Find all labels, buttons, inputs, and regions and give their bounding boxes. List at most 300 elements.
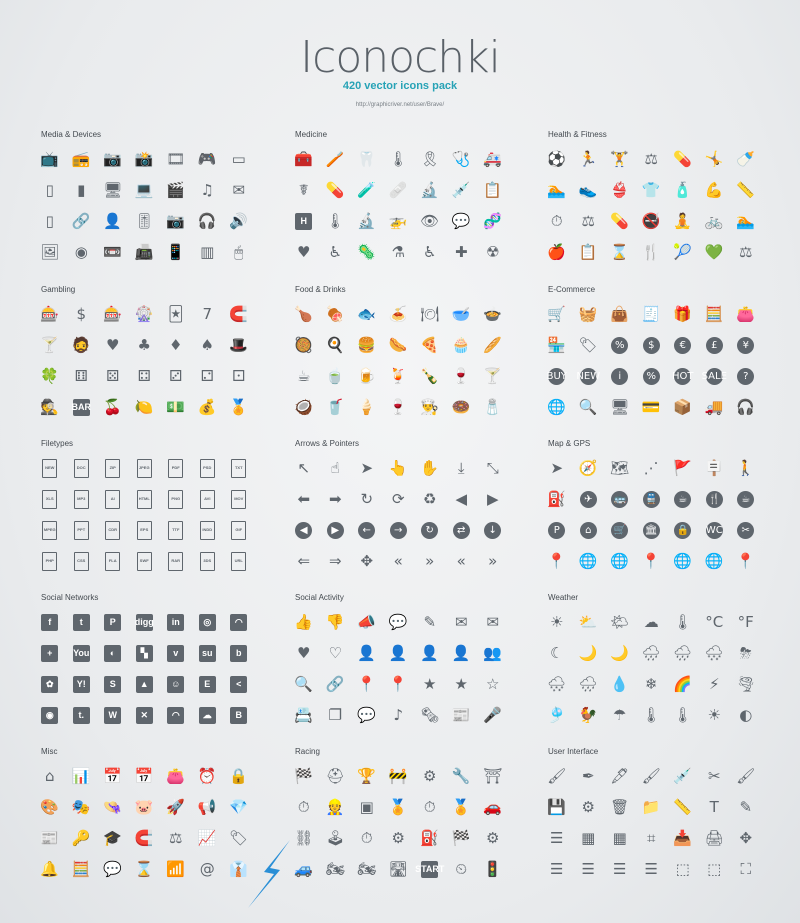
icon-cell[interactable] xyxy=(604,237,636,268)
icon-cell[interactable] xyxy=(604,361,636,392)
icon-cell[interactable] xyxy=(129,607,161,638)
icon-cell[interactable] xyxy=(446,638,478,669)
icon-cell[interactable] xyxy=(34,299,66,330)
icon-cell[interactable] xyxy=(160,175,192,206)
icon-cell[interactable] xyxy=(223,206,255,237)
icon-cell[interactable] xyxy=(573,237,605,268)
icon-cell[interactable] xyxy=(66,237,98,268)
icon-cell[interactable] xyxy=(97,392,129,423)
icon-cell[interactable] xyxy=(667,823,699,854)
icon-cell[interactable] xyxy=(192,607,224,638)
icon-cell[interactable] xyxy=(223,669,255,700)
icon-cell[interactable] xyxy=(541,392,573,423)
icon-cell[interactable] xyxy=(573,515,605,546)
icon-cell[interactable] xyxy=(34,361,66,392)
icon-cell[interactable] xyxy=(699,546,731,577)
icon-cell[interactable] xyxy=(383,607,415,638)
icon-cell[interactable] xyxy=(192,453,224,484)
icon-cell[interactable] xyxy=(351,792,383,823)
icon-cell[interactable] xyxy=(160,761,192,792)
icon-cell[interactable] xyxy=(192,484,224,515)
icon-cell[interactable] xyxy=(160,144,192,175)
icon-cell[interactable] xyxy=(351,761,383,792)
icon-cell[interactable] xyxy=(383,638,415,669)
icon-cell[interactable] xyxy=(383,854,415,885)
icon-cell[interactable] xyxy=(414,854,446,885)
icon-cell[interactable] xyxy=(97,669,129,700)
icon-cell[interactable] xyxy=(573,175,605,206)
icon-cell[interactable] xyxy=(192,144,224,175)
icon-cell[interactable] xyxy=(320,792,352,823)
icon-cell[interactable] xyxy=(66,854,98,885)
icon-cell[interactable] xyxy=(446,237,478,268)
icon-cell[interactable] xyxy=(667,392,699,423)
icon-cell[interactable] xyxy=(160,484,192,515)
icon-cell[interactable] xyxy=(129,515,161,546)
icon-cell[interactable] xyxy=(541,546,573,577)
icon-cell[interactable] xyxy=(288,175,320,206)
icon-cell[interactable] xyxy=(351,206,383,237)
icon-cell[interactable] xyxy=(699,669,731,700)
icon-cell[interactable] xyxy=(383,206,415,237)
icon-cell[interactable] xyxy=(667,237,699,268)
icon-cell[interactable] xyxy=(320,700,352,731)
icon-cell[interactable] xyxy=(288,669,320,700)
icon-cell[interactable] xyxy=(636,484,668,515)
icon-cell[interactable] xyxy=(541,515,573,546)
icon-cell[interactable] xyxy=(383,484,415,515)
icon-cell[interactable] xyxy=(730,607,762,638)
icon-cell[interactable] xyxy=(34,700,66,731)
icon-cell[interactable] xyxy=(604,823,636,854)
icon-cell[interactable] xyxy=(636,854,668,885)
icon-cell[interactable] xyxy=(34,453,66,484)
icon-cell[interactable] xyxy=(383,237,415,268)
icon-cell[interactable] xyxy=(320,638,352,669)
icon-cell[interactable] xyxy=(414,546,446,577)
icon-cell[interactable] xyxy=(604,330,636,361)
icon-cell[interactable] xyxy=(383,823,415,854)
icon-cell[interactable] xyxy=(636,330,668,361)
icon-cell[interactable] xyxy=(446,361,478,392)
icon-cell[interactable] xyxy=(223,299,255,330)
icon-cell[interactable] xyxy=(34,761,66,792)
icon-cell[interactable] xyxy=(34,392,66,423)
icon-cell[interactable] xyxy=(288,546,320,577)
icon-cell[interactable] xyxy=(383,361,415,392)
icon-cell[interactable] xyxy=(573,144,605,175)
icon-cell[interactable] xyxy=(730,823,762,854)
icon-cell[interactable] xyxy=(604,607,636,638)
icon-cell[interactable] xyxy=(477,237,509,268)
icon-cell[interactable] xyxy=(667,144,699,175)
icon-cell[interactable] xyxy=(34,144,66,175)
icon-cell[interactable] xyxy=(97,484,129,515)
icon-cell[interactable] xyxy=(383,515,415,546)
icon-cell[interactable] xyxy=(223,392,255,423)
icon-cell[interactable] xyxy=(223,761,255,792)
icon-cell[interactable] xyxy=(573,792,605,823)
icon-cell[interactable] xyxy=(129,392,161,423)
icon-cell[interactable] xyxy=(699,237,731,268)
icon-cell[interactable] xyxy=(477,484,509,515)
icon-cell[interactable] xyxy=(34,854,66,885)
icon-cell[interactable] xyxy=(604,392,636,423)
icon-cell[interactable] xyxy=(160,453,192,484)
icon-cell[interactable] xyxy=(97,607,129,638)
icon-cell[interactable] xyxy=(667,792,699,823)
icon-cell[interactable] xyxy=(541,453,573,484)
icon-cell[interactable] xyxy=(34,607,66,638)
icon-cell[interactable] xyxy=(414,484,446,515)
icon-cell[interactable] xyxy=(636,638,668,669)
icon-cell[interactable] xyxy=(66,669,98,700)
icon-cell[interactable] xyxy=(414,638,446,669)
icon-cell[interactable] xyxy=(223,515,255,546)
icon-cell[interactable] xyxy=(66,392,98,423)
icon-cell[interactable] xyxy=(129,792,161,823)
icon-cell[interactable] xyxy=(699,761,731,792)
icon-cell[interactable] xyxy=(192,854,224,885)
icon-cell[interactable] xyxy=(97,515,129,546)
icon-cell[interactable] xyxy=(223,638,255,669)
icon-cell[interactable] xyxy=(223,607,255,638)
icon-cell[interactable] xyxy=(160,700,192,731)
icon-cell[interactable] xyxy=(730,206,762,237)
icon-cell[interactable] xyxy=(320,546,352,577)
icon-cell[interactable] xyxy=(383,546,415,577)
icon-cell[interactable] xyxy=(414,607,446,638)
icon-cell[interactable] xyxy=(66,175,98,206)
icon-cell[interactable] xyxy=(66,700,98,731)
icon-cell[interactable] xyxy=(223,453,255,484)
icon-cell[interactable] xyxy=(636,546,668,577)
icon-cell[interactable] xyxy=(604,638,636,669)
icon-cell[interactable] xyxy=(541,638,573,669)
icon-cell[interactable] xyxy=(160,669,192,700)
icon-cell[interactable] xyxy=(699,175,731,206)
icon-cell[interactable] xyxy=(288,854,320,885)
icon-cell[interactable] xyxy=(730,669,762,700)
icon-cell[interactable] xyxy=(636,361,668,392)
icon-cell[interactable] xyxy=(477,761,509,792)
icon-cell[interactable] xyxy=(573,823,605,854)
icon-cell[interactable] xyxy=(351,237,383,268)
icon-cell[interactable] xyxy=(414,144,446,175)
icon-cell[interactable] xyxy=(730,330,762,361)
icon-cell[interactable] xyxy=(320,206,352,237)
icon-cell[interactable] xyxy=(129,638,161,669)
icon-cell[interactable] xyxy=(477,823,509,854)
icon-cell[interactable] xyxy=(66,453,98,484)
icon-cell[interactable] xyxy=(477,669,509,700)
icon-cell[interactable] xyxy=(320,761,352,792)
icon-cell[interactable] xyxy=(477,299,509,330)
icon-cell[interactable] xyxy=(573,330,605,361)
icon-cell[interactable] xyxy=(636,175,668,206)
icon-cell[interactable] xyxy=(414,361,446,392)
icon-cell[interactable] xyxy=(541,361,573,392)
icon-cell[interactable] xyxy=(160,607,192,638)
icon-cell[interactable] xyxy=(97,361,129,392)
icon-cell[interactable] xyxy=(541,700,573,731)
icon-cell[interactable] xyxy=(160,206,192,237)
icon-cell[interactable] xyxy=(541,299,573,330)
icon-cell[interactable] xyxy=(320,392,352,423)
icon-cell[interactable] xyxy=(288,206,320,237)
icon-cell[interactable] xyxy=(477,392,509,423)
icon-cell[interactable] xyxy=(636,453,668,484)
icon-cell[interactable] xyxy=(223,700,255,731)
icon-cell[interactable] xyxy=(699,330,731,361)
icon-cell[interactable] xyxy=(351,484,383,515)
icon-cell[interactable] xyxy=(34,206,66,237)
icon-cell[interactable] xyxy=(351,515,383,546)
icon-cell[interactable] xyxy=(730,361,762,392)
icon-cell[interactable] xyxy=(129,700,161,731)
icon-cell[interactable] xyxy=(477,700,509,731)
icon-cell[interactable] xyxy=(730,484,762,515)
icon-cell[interactable] xyxy=(604,175,636,206)
icon-cell[interactable] xyxy=(320,175,352,206)
icon-cell[interactable] xyxy=(667,700,699,731)
icon-cell[interactable] xyxy=(699,453,731,484)
icon-cell[interactable] xyxy=(446,392,478,423)
icon-cell[interactable] xyxy=(192,823,224,854)
icon-cell[interactable] xyxy=(414,700,446,731)
icon-cell[interactable] xyxy=(541,484,573,515)
icon-cell[interactable] xyxy=(66,792,98,823)
icon-cell[interactable] xyxy=(351,669,383,700)
icon-cell[interactable] xyxy=(97,700,129,731)
icon-cell[interactable] xyxy=(320,453,352,484)
icon-cell[interactable] xyxy=(320,669,352,700)
icon-cell[interactable] xyxy=(129,453,161,484)
icon-cell[interactable] xyxy=(414,299,446,330)
icon-cell[interactable] xyxy=(573,761,605,792)
icon-cell[interactable] xyxy=(351,144,383,175)
icon-cell[interactable] xyxy=(129,175,161,206)
icon-cell[interactable] xyxy=(414,206,446,237)
icon-cell[interactable] xyxy=(541,792,573,823)
icon-cell[interactable] xyxy=(667,515,699,546)
icon-cell[interactable] xyxy=(97,237,129,268)
icon-cell[interactable] xyxy=(573,638,605,669)
icon-cell[interactable] xyxy=(66,361,98,392)
icon-cell[interactable] xyxy=(604,792,636,823)
icon-cell[interactable] xyxy=(288,361,320,392)
icon-cell[interactable] xyxy=(446,854,478,885)
icon-cell[interactable] xyxy=(34,792,66,823)
icon-cell[interactable] xyxy=(97,823,129,854)
icon-cell[interactable] xyxy=(699,392,731,423)
icon-cell[interactable] xyxy=(160,546,192,577)
icon-cell[interactable] xyxy=(699,638,731,669)
icon-cell[interactable] xyxy=(160,854,192,885)
icon-cell[interactable] xyxy=(477,330,509,361)
icon-cell[interactable] xyxy=(288,299,320,330)
icon-cell[interactable] xyxy=(97,761,129,792)
icon-cell[interactable] xyxy=(414,175,446,206)
icon-cell[interactable] xyxy=(477,515,509,546)
icon-cell[interactable] xyxy=(446,792,478,823)
icon-cell[interactable] xyxy=(446,330,478,361)
icon-cell[interactable] xyxy=(66,330,98,361)
icon-cell[interactable] xyxy=(699,823,731,854)
icon-cell[interactable] xyxy=(667,761,699,792)
icon-cell[interactable] xyxy=(34,638,66,669)
icon-cell[interactable] xyxy=(541,175,573,206)
icon-cell[interactable] xyxy=(446,206,478,237)
icon-cell[interactable] xyxy=(446,144,478,175)
icon-cell[interactable] xyxy=(604,144,636,175)
icon-cell[interactable] xyxy=(34,669,66,700)
icon-cell[interactable] xyxy=(320,330,352,361)
icon-cell[interactable] xyxy=(477,607,509,638)
icon-cell[interactable] xyxy=(223,484,255,515)
icon-cell[interactable] xyxy=(351,607,383,638)
icon-cell[interactable] xyxy=(541,761,573,792)
icon-cell[interactable] xyxy=(97,330,129,361)
icon-cell[interactable] xyxy=(477,546,509,577)
icon-cell[interactable] xyxy=(129,299,161,330)
icon-cell[interactable] xyxy=(97,638,129,669)
icon-cell[interactable] xyxy=(160,638,192,669)
icon-cell[interactable] xyxy=(66,515,98,546)
icon-cell[interactable] xyxy=(541,854,573,885)
icon-cell[interactable] xyxy=(320,361,352,392)
icon-cell[interactable] xyxy=(223,175,255,206)
icon-cell[interactable] xyxy=(97,206,129,237)
icon-cell[interactable] xyxy=(541,607,573,638)
icon-cell[interactable] xyxy=(636,823,668,854)
icon-cell[interactable] xyxy=(351,638,383,669)
icon-cell[interactable] xyxy=(97,546,129,577)
icon-cell[interactable] xyxy=(604,854,636,885)
icon-cell[interactable] xyxy=(288,823,320,854)
icon-cell[interactable] xyxy=(636,761,668,792)
icon-cell[interactable] xyxy=(383,330,415,361)
icon-cell[interactable] xyxy=(667,638,699,669)
icon-cell[interactable] xyxy=(66,299,98,330)
icon-cell[interactable] xyxy=(383,175,415,206)
icon-cell[interactable] xyxy=(541,669,573,700)
icon-cell[interactable] xyxy=(34,175,66,206)
icon-cell[interactable] xyxy=(414,823,446,854)
icon-cell[interactable] xyxy=(66,546,98,577)
icon-cell[interactable] xyxy=(730,392,762,423)
icon-cell[interactable] xyxy=(288,453,320,484)
icon-cell[interactable] xyxy=(129,330,161,361)
icon-cell[interactable] xyxy=(97,453,129,484)
icon-cell[interactable] xyxy=(192,392,224,423)
icon-cell[interactable] xyxy=(446,453,478,484)
icon-cell[interactable] xyxy=(320,823,352,854)
icon-cell[interactable] xyxy=(414,761,446,792)
icon-cell[interactable] xyxy=(34,237,66,268)
icon-cell[interactable] xyxy=(351,361,383,392)
icon-cell[interactable] xyxy=(573,669,605,700)
icon-cell[interactable] xyxy=(414,792,446,823)
icon-cell[interactable] xyxy=(320,237,352,268)
icon-cell[interactable] xyxy=(66,144,98,175)
icon-cell[interactable] xyxy=(636,299,668,330)
icon-cell[interactable] xyxy=(414,237,446,268)
icon-cell[interactable] xyxy=(573,206,605,237)
icon-cell[interactable] xyxy=(66,607,98,638)
icon-cell[interactable] xyxy=(34,546,66,577)
icon-cell[interactable] xyxy=(604,669,636,700)
icon-cell[interactable] xyxy=(667,453,699,484)
icon-cell[interactable] xyxy=(66,638,98,669)
icon-cell[interactable] xyxy=(730,175,762,206)
icon-cell[interactable] xyxy=(129,546,161,577)
icon-cell[interactable] xyxy=(604,206,636,237)
icon-cell[interactable] xyxy=(192,299,224,330)
icon-cell[interactable] xyxy=(573,546,605,577)
icon-cell[interactable] xyxy=(97,175,129,206)
icon-cell[interactable] xyxy=(730,792,762,823)
icon-cell[interactable] xyxy=(97,144,129,175)
icon-cell[interactable] xyxy=(414,669,446,700)
icon-cell[interactable] xyxy=(129,761,161,792)
icon-cell[interactable] xyxy=(730,237,762,268)
icon-cell[interactable] xyxy=(160,330,192,361)
icon-cell[interactable] xyxy=(223,361,255,392)
icon-cell[interactable] xyxy=(699,361,731,392)
icon-cell[interactable] xyxy=(699,607,731,638)
icon-cell[interactable] xyxy=(223,546,255,577)
icon-cell[interactable] xyxy=(636,700,668,731)
icon-cell[interactable] xyxy=(351,823,383,854)
icon-cell[interactable] xyxy=(320,607,352,638)
icon-cell[interactable] xyxy=(667,330,699,361)
icon-cell[interactable] xyxy=(730,638,762,669)
icon-cell[interactable] xyxy=(320,144,352,175)
icon-cell[interactable] xyxy=(573,854,605,885)
icon-cell[interactable] xyxy=(383,453,415,484)
icon-cell[interactable] xyxy=(730,299,762,330)
icon-cell[interactable] xyxy=(604,761,636,792)
icon-cell[interactable] xyxy=(129,144,161,175)
icon-cell[interactable] xyxy=(160,515,192,546)
icon-cell[interactable] xyxy=(288,237,320,268)
icon-cell[interactable] xyxy=(446,484,478,515)
icon-cell[interactable] xyxy=(383,669,415,700)
icon-cell[interactable] xyxy=(34,823,66,854)
icon-cell[interactable] xyxy=(604,515,636,546)
icon-cell[interactable] xyxy=(288,792,320,823)
icon-cell[interactable] xyxy=(192,175,224,206)
icon-cell[interactable] xyxy=(730,700,762,731)
icon-cell[interactable] xyxy=(288,607,320,638)
icon-cell[interactable] xyxy=(66,206,98,237)
icon-cell[interactable] xyxy=(160,299,192,330)
icon-cell[interactable] xyxy=(667,175,699,206)
icon-cell[interactable] xyxy=(667,299,699,330)
icon-cell[interactable] xyxy=(414,392,446,423)
icon-cell[interactable] xyxy=(97,792,129,823)
icon-cell[interactable] xyxy=(477,638,509,669)
icon-cell[interactable] xyxy=(477,175,509,206)
author-url[interactable]: http://graphicriver.net/user/Brave/ xyxy=(355,102,445,108)
icon-cell[interactable] xyxy=(446,761,478,792)
icon-cell[interactable] xyxy=(288,638,320,669)
icon-cell[interactable] xyxy=(699,206,731,237)
icon-cell[interactable] xyxy=(192,546,224,577)
icon-cell[interactable] xyxy=(288,761,320,792)
icon-cell[interactable] xyxy=(160,392,192,423)
